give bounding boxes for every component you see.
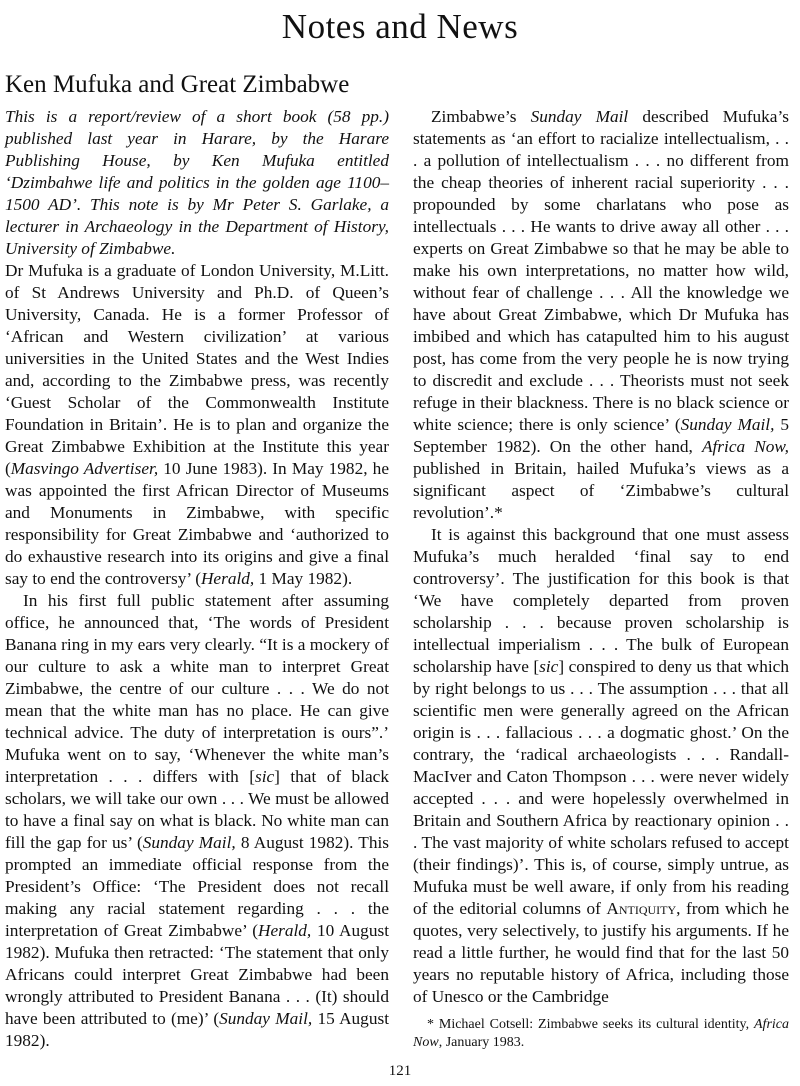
text-segment: 10 August 1982). Mufuka then retracted: ‘The statement that only Africans could interpret Great Zimbabwe had been wrongly attributed to President Banana . . . (It) should have been attributed to (me)’ ( [5,921,389,1028]
text-segment: 5 September 1982). On the other hand, [413,415,790,456]
body-paragraph [5,590,389,1052]
text-segment: 8 August 1982). This prompted an immediate official response from the President’s Office: ‘The President does not recall making any racial statement regarding . . . the interpretation of Great Zimbabwe’ ( [5,833,389,940]
text-segment: Masvingo Advertiser, [10,459,159,478]
text-segment: Sunday Mail, [142,833,236,852]
text-segment: Sunday Mail, [219,1009,313,1028]
section-title: Notes and News [281,7,519,46]
text-segment: ] conspired to deny us that which by right belongs to us . . . The assumption . . . that all scientific men were generally agreed on the African origin is . . . fallacious . . . a dogmatic ghost.’ On the contrary, the ‘radical archaeologists . . . Randall-MacIver and Caton Thompson . . . were never widely accepted . . . and were hopelessly overwhelmed in Britain and Southern Africa by reactionary opinion . . . The vast majority of white scholars refused to accept (their findings)’. This is, of course, simply untrue, as Mufuka must be well aware, if only from his reading of the editorial columns of [413,657,789,918]
text-segment: * Michael Cotsell: Zimbabwe seeks its cultural identity, [427,1017,754,1032]
text-segment: , from which he quotes, very selectively, to justify his arguments. If he read a little further, he would find that for the last 50 years no reputable history of Africa, including those of Unesco or the Cambridge [413,899,789,1006]
text-segment: Sunday Mail [530,107,629,126]
article-body [5,106,800,1052]
text-segment: Herald, [200,569,255,588]
right-column-text [413,106,789,1008]
text-segment: sic [254,767,275,786]
text-segment: Herald, [257,921,312,940]
left-column [5,106,389,1052]
text-segment: 15 August 1982). [5,1009,389,1050]
text-segment: 10 June 1983). In May 1982, he was appointed the first African Director of Museums and Monuments in Zimbabwe, with specific responsibility for Great Zimbabwe and ‘authorized to do exhaustive research into its origins and give a final say to end the controversy’ ( [5,459,389,588]
text-segment: In his first full public statement after assuming office, he announced that, ‘The words of President Banana ring in my ears very clearly. “It is a mockery of our culture to ask a white man to interpret Great Zimbabwe, the centre of our culture . . . We do not mean that the white man has no place. He can give technical advice. The duty of interpretation is ours”.’ Mufuka went on to say, ‘Whenever the white man’s interpretation . . . differs with [ [5,591,389,786]
body-paragraph [413,106,789,524]
text-segment: Zimbabwe’s [431,107,531,126]
body-paragraph [5,260,389,590]
text-segment: Dr Mufuka is a graduate of London University, M.Litt. of St Andrews University and Ph.D. of Queen’s University, Canada. He is a former Professor of ‘African and Western civilization’ at various universities in the United States and the West Indies and, according to the Zimbabwe press, was recently ‘Guest Scholar of the Commonwealth Institute Foundation in Britain’. He is to plan and organize the Great Zimbabwe Exhibition at the Institute this year ( [5,261,389,478]
text-segment: , January 1983. [438,1035,525,1050]
text-segment: Sunday Mail, [680,415,775,434]
article-title: Ken Mufuka and Great Zimbabwe [5,71,350,98]
text-segment: It is against this background that one must assess Mufuka’s much heralded ‘final say to end controversy’. The justification for this book is that ‘We have completely departed from proven scholarship . . . because proven scholarship is intellectual imperialism . . . The bulk of European scholarship have [ [413,525,789,676]
right-column [413,106,789,1052]
text-segment: This is a report/review of a short book (58 pp.) published last year in Harare, by the Harare Publishing House, by Ken Mufuka entitled ‘Dzimbahwe life and politics in the golden age 1100–1500 AD’. This note is by Mr Peter S. Garlake, a lecturer in Archaeology in the Department of History, University of Zimbabwe. [5,107,389,258]
text-segment: Africa Now [413,1017,789,1050]
footnote [413,1016,789,1052]
page-number: 121 [388,1063,412,1079]
text-segment: Africa Now, [701,437,789,456]
text-segment: described Mufuka’s statements as ‘an effort to racialize intellectualism, . . . a pollution of intellectualism . . . no different from the cheap theories of inherent racial superiority . . . propounded by some charlatans who pose as intellectuals . . . He wants to drive away all other . . . experts on Great Zimbabwe so that he may be able to make his own interpretations, no matter how wild, without fear of challenge . . . All the knowledge we have about Great Zimbabwe, which Dr Mufuka has imbibed and which has catapulted him to his august post, has come from the very people he is now trying to discredit and exclude . . . Theorists must not seek refuge in their blackness. There is no black science or white science; there is only science’ ( [413,107,789,434]
text-segment: sic [539,657,559,676]
text-segment: 1 May 1982). [254,569,353,588]
body-paragraph [413,524,789,1008]
text-segment: published in Britain, hailed Mufuka’s views as a significant aspect of ‘Zimbabwe’s cultural revolution’.* [413,459,789,522]
text-segment: ] that of black scholars, we will take our own . . . We must be allowed to have a final say on what is black. No white man can fill the gap for us’ ( [5,767,389,852]
text-segment: Antiquity [606,899,677,918]
abstract-paragraph [5,106,389,260]
